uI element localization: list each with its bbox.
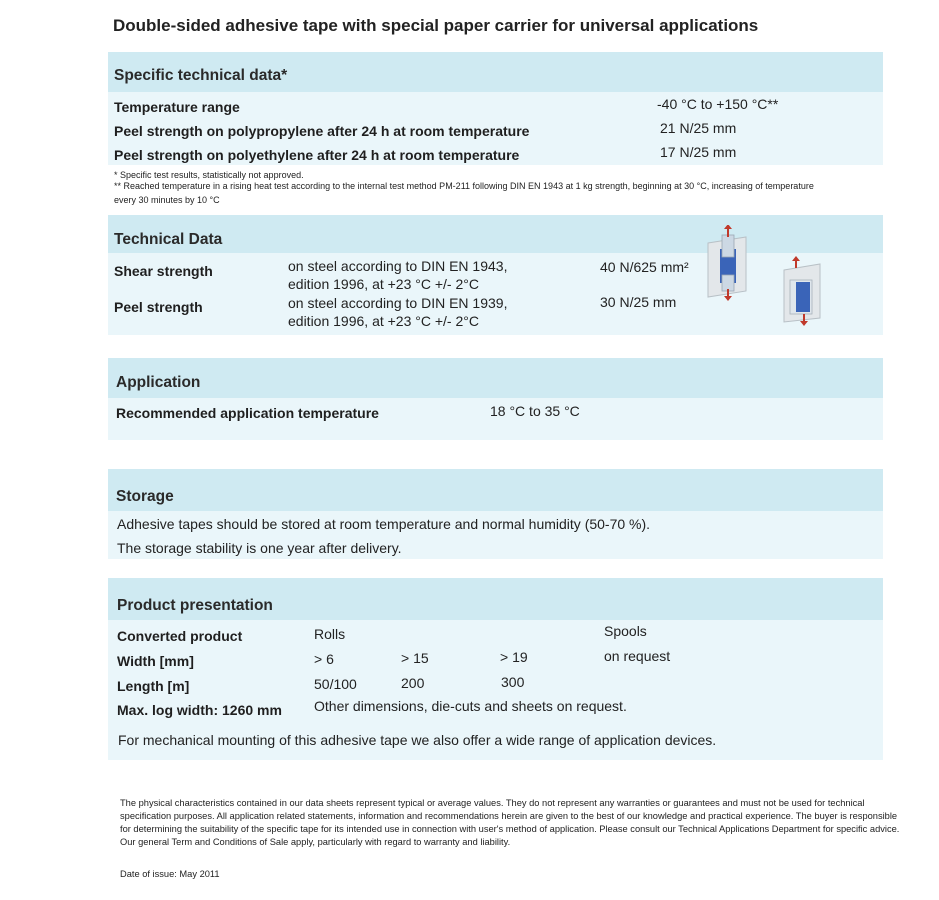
technical-section-band: [108, 215, 883, 253]
peel-strength-desc-2: edition 1996, at +23 °C +/- 2°C: [288, 313, 479, 329]
length-label: Length [m]: [117, 678, 190, 694]
storage-section-band: [108, 469, 883, 511]
application-temp-value: 18 °C to 35 °C: [490, 403, 580, 419]
rolls-header: Rolls: [314, 626, 346, 642]
footnote-2: ** Reached temperature in a rising heat test according to the internal test method PM-211 following DIN EN 1943 at 1 kg strength, beginning at 30 °C, increasing of temperature: [114, 181, 814, 191]
footnote-3: every 30 minutes by 10 °C: [114, 195, 220, 205]
product-heading: Product presentation: [117, 597, 273, 614]
width-value-3: > 19: [500, 649, 528, 665]
storage-line-1: Adhesive tapes should be stored at room temperature and normal humidity (50-70 %).: [117, 516, 651, 532]
technical-heading: Technical Data: [114, 231, 223, 248]
application-temp-label: Recommended application temperature: [116, 405, 379, 421]
peel-strength-label: Peel strength: [114, 299, 203, 315]
other-dimensions-text: Other dimensions, die-cuts and sheets on request.: [314, 698, 627, 714]
length-value-1: 50/100: [314, 676, 357, 692]
shear-strength-desc-2: edition 1996, at +23 °C +/- 2°C: [288, 276, 479, 292]
length-value-2: 200: [401, 675, 425, 691]
width-spools-value: on request: [604, 648, 671, 664]
peel-pe-value: 17 N/25 mm: [660, 144, 737, 160]
width-value-1: > 6: [314, 651, 334, 667]
peel-test-icon: [778, 256, 828, 328]
shear-test-icon: [700, 225, 760, 305]
width-value-2: > 15: [401, 650, 429, 666]
peel-pp-label: Peel strength on polypropylene after 24 h at room temperature: [114, 123, 530, 139]
temperature-range-label: Temperature range: [114, 99, 240, 115]
footnote-1: * Specific test results, statistically not approved.: [114, 170, 304, 180]
document-title: Double-sided adhesive tape with special paper carrier for universal applications: [113, 16, 759, 35]
shear-strength-label: Shear strength: [114, 263, 213, 279]
max-log-width-label: Max. log width: 1260 mm: [117, 702, 282, 718]
mounting-text: For mechanical mounting of this adhesive tape we also offer a wide range of application devices.: [118, 732, 717, 748]
converted-product-label: Converted product: [117, 628, 243, 644]
date-of-issue: Date of issue: May 2011: [120, 869, 220, 879]
temperature-range-value: -40 °C to +150 °C**: [657, 96, 779, 112]
peel-strength-desc-1: on steel according to DIN EN 1939,: [288, 295, 508, 311]
length-value-3: 300: [501, 674, 525, 690]
shear-strength-desc-1: on steel according to DIN EN 1943,: [288, 258, 508, 274]
peel-pp-value: 21 N/25 mm: [660, 120, 737, 136]
peel-strength-value: 30 N/25 mm: [600, 294, 677, 310]
storage-heading: Storage: [116, 488, 174, 505]
disclaimer-line-2: specification purposes. All application related statements, information and recommendations herein are given to the best of our knowledge and practical experience. The buyer is responsible: [120, 811, 898, 821]
storage-line-2: The storage stability is one year after delivery.: [117, 540, 402, 556]
width-label: Width [mm]: [117, 653, 194, 669]
disclaimer-line-4: Our general Term and Conditions of Sale apply, particularly with regard to warranty and liability.: [120, 837, 511, 847]
peel-pe-label: Peel strength on polyethylene after 24 h at room temperature: [114, 147, 520, 163]
disclaimer-line-1: The physical characteristics contained in our data sheets represent typical or average values. They do not represent any warranties or guarantees and must not be used for technical: [120, 798, 865, 808]
spools-header: Spools: [604, 623, 647, 639]
shear-strength-value: 40 N/625 mm²: [600, 259, 689, 275]
application-section-band: [108, 358, 883, 398]
disclaimer-line-3: for determining the suitability of the specific tape for its intended use in connection with user's method of application. Please consult our Technical Applications Department for specific advice.: [120, 824, 900, 834]
application-heading: Application: [116, 374, 201, 391]
specific-heading: Specific technical data*: [114, 67, 288, 84]
